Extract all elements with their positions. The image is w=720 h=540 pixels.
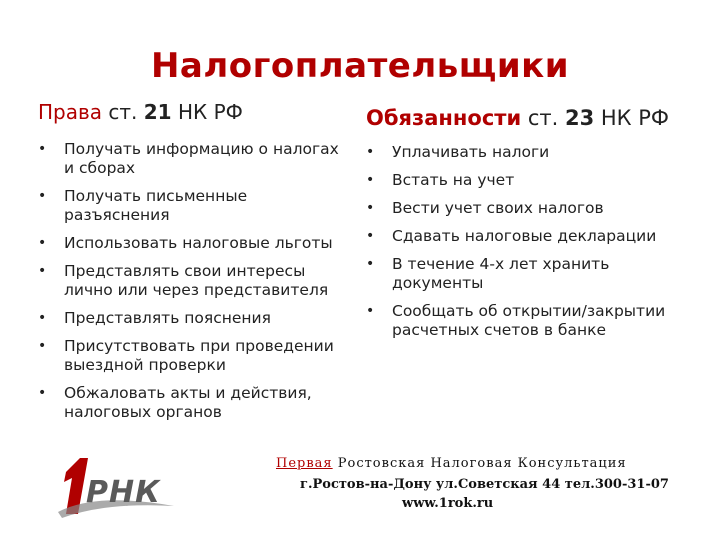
list-item: • Получать письменные разъяснения [36,187,346,225]
list-item: • Уплачивать налоги [364,143,694,162]
duties-heading-accent: Обязанности [366,106,522,130]
rights-heading-accent: Права [38,100,103,124]
list-item: • Сообщать об открытии/закрытии расчетных счетов в банке [364,302,694,340]
footer-website: www.1rok.ru [402,496,494,511]
logo-letters: РНК [86,475,161,510]
duties-heading-num: 23 [564,106,595,130]
footer-address: г.Ростов-на-Дону ул.Советская 44 тел.300-31-07 [300,477,669,492]
rights-heading [38,100,243,124]
duties-heading-mid: ст. [521,106,565,130]
duties-heading-tail: НК РФ [594,106,669,130]
list-item: • Представлять пояснения [36,309,346,328]
duties-heading [366,106,669,130]
company-logo [56,452,186,522]
list-item: • Представлять свои интересы лично или через представителя [36,262,346,300]
rights-list [36,140,346,431]
rights-heading-tail: НК РФ [171,100,243,124]
list-item: • В течение 4-х лет хранить документы [364,255,694,293]
list-item: • Сдавать налоговые декларации [364,227,694,246]
list-item: • Присутствовать при проведении выездной проверки [36,337,346,375]
list-item: • Получать информацию о налогах и сборах [36,140,346,178]
list-item: • Использовать налоговые льготы [36,234,346,253]
footer-company-rest: Ростовская Налоговая Консультация [332,456,627,471]
rights-heading-mid: ст. [102,100,144,124]
footer-company-name [276,456,627,471]
footer-first-word: Первая [276,456,333,471]
slide-title: Налогоплательщики [150,46,570,86]
duties-list [364,143,694,349]
list-item: • Вести учет своих налогов [364,199,694,218]
rights-heading-num: 21 [143,100,172,124]
list-item: • Обжаловать акты и действия, налоговых органов [36,384,346,422]
list-item: • Встать на учет [364,171,694,190]
